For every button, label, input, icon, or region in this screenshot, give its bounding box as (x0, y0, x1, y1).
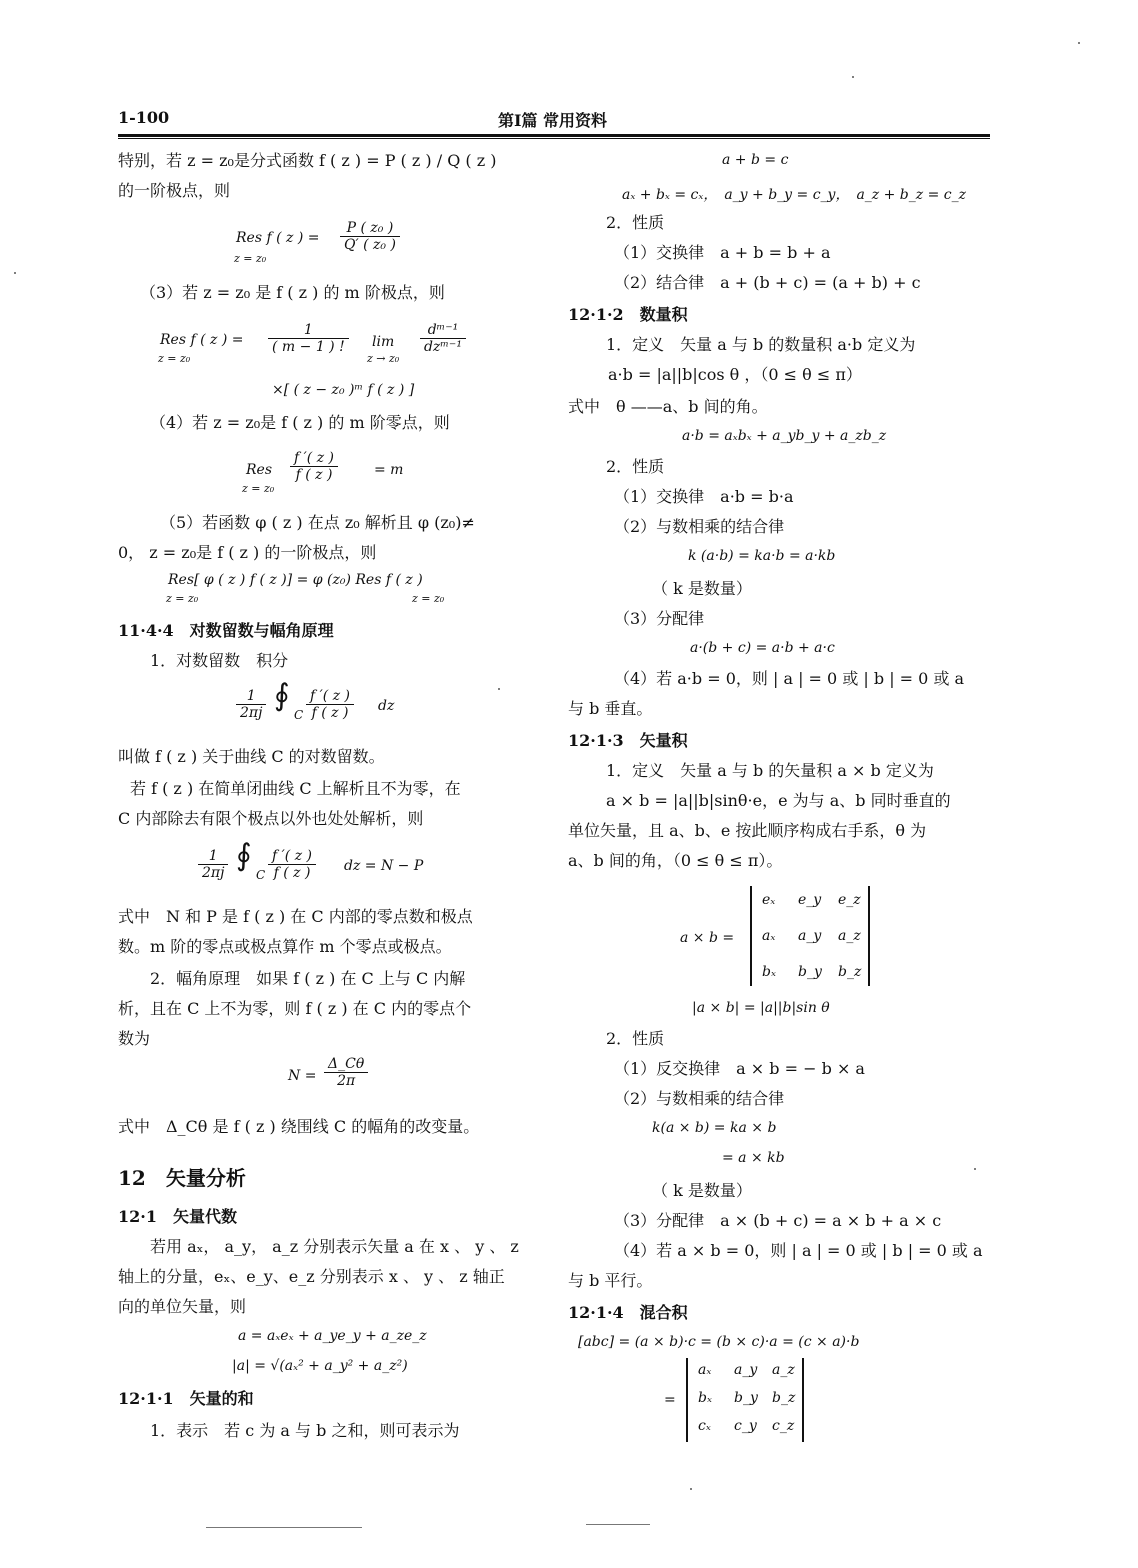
equation-fraction: $\frac{\Delta\_C\theta}{2\pi}$ (324, 1056, 368, 1089)
determinant-lhs: = (664, 1392, 676, 1408)
subheading: 2．性质 (606, 213, 665, 232)
equation-rhs: dz = N − P (344, 858, 424, 874)
determinant-3x3 (750, 886, 870, 986)
det-cell: cₓ (698, 1418, 711, 1434)
paragraph-line: 1．定义 矢量 a 与 b 的数量积 a·b 定义为 (606, 335, 916, 354)
equation-fraction: $\frac{f '( z )}{f ( z )}$ (268, 848, 316, 881)
det-cell: aₓ (698, 1362, 712, 1378)
section-heading: 12·1·4 混合积 (568, 1303, 688, 1322)
scan-speck (14, 272, 16, 274)
paragraph-line: 轴上的分量，eₓ、e_y、e_z 分别表示 x 、 y 、 z 轴正 (118, 1267, 505, 1286)
list-item: （3）分配律 a × (b + c) = a × b + a × c (614, 1211, 942, 1230)
determinant-3x3 (686, 1358, 804, 1442)
det-cell: b_z (838, 964, 862, 980)
equation: aₓ + bₓ = cₓ， a_y + b_y = c_y， a_z + b_z = c_z (622, 187, 966, 203)
equation-fraction: $\frac{\text{P ( z₀ )}}{\text{Q′ ( z₀ )}}$ (340, 220, 400, 253)
list-item: （2）与数相乘的结合律 (614, 1089, 785, 1108)
subheading: 1．对数留数 积分 (150, 651, 289, 670)
paragraph-line: 叫做 f ( z ) 关于曲线 C 的对数留数。 (118, 747, 385, 766)
det-cell: b_y (798, 964, 822, 980)
paragraph-line: 的一阶极点，则 (118, 181, 231, 200)
list-item: （4）若 a × b = 0，则 | a | = 0 或 | b | = 0 或 a (614, 1241, 983, 1260)
det-cell: eₓ (762, 892, 776, 908)
paragraph-line: 若用 aₓ， a_y， a_z 分别表示矢量 a 在 x 、 y 、 z (150, 1237, 519, 1256)
equation-subscript: z = z₀ (158, 352, 191, 365)
note: （ k 是数量） (652, 1181, 752, 1200)
paragraph-line: 1．表示 若 c 为 a 与 b 之和，则可表示为 (150, 1421, 460, 1440)
paragraph-line: a × b = |a||b|sinθ·e，e 为与 a、b 同时垂直的 (606, 791, 951, 810)
equation: = a × kb (722, 1150, 785, 1166)
list-item: （4）若 a·b = 0，则 | a | = 0 或 | b | = 0 或 a (614, 669, 965, 688)
chapter-heading: 12 矢量分析 (118, 1166, 246, 1190)
section-heading: 12·1·3 矢量积 (568, 731, 688, 750)
paragraph-line: a、b 间的角，（0 ≤ θ ≤ π）。 (568, 851, 783, 870)
paragraph-line: 析，且在 C 上不为零，则 f ( z ) 在 C 内的零点个 (118, 999, 472, 1018)
equation-lhs: Res f ( z ) = (160, 332, 244, 348)
list-item: （4）若 z = z₀是 f ( z ) 的 m 阶零点，则 (150, 413, 450, 432)
det-cell: a_z (838, 928, 861, 944)
det-cell: c_y (734, 1418, 757, 1434)
differential: dz (378, 698, 395, 714)
equation: a = aₓeₓ + a_ye_y + a_ze_z (238, 1328, 427, 1344)
scan-speck (974, 1168, 976, 1170)
paragraph-line: 1．定义 矢量 a 与 b 的矢量积 a × b 定义为 (606, 761, 934, 780)
det-cell: b_z (772, 1390, 796, 1406)
equation: Res[ φ ( z ) f ( z )] = φ (z₀) Res f ( z ) (168, 572, 423, 588)
equation-subscript: z = z₀ (412, 592, 445, 605)
section-heading: 12·1 矢量代数 (118, 1207, 237, 1226)
list-item: （2）结合律 a + (b + c) = (a + b) + c (614, 273, 921, 292)
paragraph-line: 式中 θ ——a、b 间的角。 (568, 397, 768, 416)
limit-subscript: z → z₀ (367, 352, 400, 365)
scan-line (586, 1524, 650, 1525)
equation-line: a·b = |a||b|cos θ ，（0 ≤ θ ≤ π） (608, 365, 862, 384)
det-cell: a_y (734, 1362, 758, 1378)
note: （ k 是数量） (652, 579, 752, 598)
det-cell: bₓ (762, 964, 776, 980)
det-cell: a_y (798, 928, 822, 944)
paragraph-line: 若 f ( z ) 在简单闭曲线 C 上解析且不为零，在 (130, 779, 461, 798)
equation-fraction: $\frac{1}{2\pi j}$ (236, 688, 266, 721)
subheading: 2．性质 (606, 1029, 665, 1048)
det-cell: e_z (838, 892, 861, 908)
section-heading: 11·4·4 对数留数与幅角原理 (118, 621, 334, 640)
equation: a + b = c (722, 152, 789, 168)
header-rule-thin (118, 138, 990, 139)
equation-fraction: $\frac{1}{2\pi j}$ (198, 848, 228, 881)
equation-subscript: z = z₀ (166, 592, 199, 605)
equation: k(a × b) = ka × b (652, 1120, 777, 1136)
equation-fraction: $\frac{f '( z )}{f ( z )}$ (306, 688, 354, 721)
integral-subscript: C (294, 708, 304, 722)
section-heading: 12·1·2 数量积 (568, 305, 688, 324)
list-item: （3）若 z = z₀ 是 f ( z ) 的 m 阶极点，则 (140, 283, 445, 302)
equation: a·b = aₓbₓ + a_yb_y + a_zb_z (682, 428, 887, 444)
paragraph-line: 式中 N 和 P 是 f ( z ) 在 C 内部的零点数和极点 (118, 907, 473, 926)
contour-integral-symbol: ∮ (236, 838, 252, 873)
derivative-fraction: $\frac{\text{dᵐ⁻¹}}{\text{dzᵐ⁻¹}}$ (420, 322, 466, 355)
header-rule (118, 134, 990, 137)
paragraph-line: 数。m 阶的零点或极点算作 m 个零点或极点。 (118, 937, 452, 956)
paragraph-line: 向的单位矢量，则 (118, 1297, 247, 1316)
list-item: （3）分配律 (614, 609, 705, 628)
list-item: （1）反交换律 a × b = − b × a (614, 1059, 865, 1078)
paragraph-line: 数为 (118, 1029, 151, 1048)
equation: [abc] = (a × b)·c = (b × c)·a = (c × a)·b (578, 1334, 860, 1350)
list-item: （1）交换律 a + b = b + a (614, 243, 831, 262)
det-cell: bₓ (698, 1390, 712, 1406)
scan-speck (1078, 42, 1080, 44)
paragraph-line: 特别，若 z = z₀是分式函数 f ( z ) = P ( z ) / Q ( z ) (118, 151, 497, 170)
running-title: 第Ⅰ篇 常用资料 (498, 111, 608, 130)
list-item: （2）与数相乘的结合律 (614, 517, 785, 536)
determinant-lhs: a × b = (680, 930, 735, 946)
equation-subscript: z = z₀ (234, 252, 267, 265)
integral-subscript: C (256, 868, 266, 882)
paragraph-line: 0， z = z₀是 f ( z ) 的一阶极点，则 (118, 543, 377, 562)
equation: a·(b + c) = a·b + a·c (690, 640, 835, 656)
paragraph-line: 2．幅角原理 如果 f ( z ) 在 C 上与 C 内解 (150, 969, 466, 988)
equation-subscript: z = z₀ (242, 482, 275, 495)
equation-continuation: ×[ ( z − z₀ )ᵐ f ( z ) ] (272, 382, 415, 398)
scan-speck (852, 76, 854, 78)
paragraph-line: 与 b 平行。 (568, 1271, 653, 1290)
det-cell: a_z (772, 1362, 795, 1378)
det-cell: b_y (734, 1390, 758, 1406)
equation-lhs: N = (288, 1068, 317, 1084)
equation-lhs: Res (246, 462, 273, 478)
equation: |a| = √(aₓ² + a_y² + a_z²) (232, 1358, 408, 1374)
equation-fraction: $\frac{f '( z )}{f ( z )}$ (290, 450, 338, 483)
contour-integral-symbol: ∮ (274, 678, 290, 713)
equation: k (a·b) = ka·b = a·kb (688, 548, 836, 564)
page-number: 1-100 (118, 108, 170, 127)
equation-lhs: Res f ( z ) = (236, 230, 320, 246)
list-item: （5）若函数 φ ( z ) 在点 z₀ 解析且 φ (z₀)≠ (160, 513, 475, 532)
det-cell: e_y (798, 892, 822, 908)
subheading: 2．性质 (606, 457, 665, 476)
det-cell: aₓ (762, 928, 776, 944)
equation-rhs: = m (374, 462, 404, 478)
paragraph-line: 式中 Δ_Cθ 是 f ( z ) 绕围线 C 的幅角的改变量。 (118, 1117, 480, 1136)
paragraph-line: 与 b 垂直。 (568, 699, 653, 718)
equation: |a × b| = |a||b|sin θ (692, 1000, 830, 1016)
limit-operator: lim (372, 334, 395, 350)
paragraph-line: C 内部除去有限个极点以外也处处解析，则 (118, 809, 424, 828)
scan-speck (690, 1488, 692, 1490)
scan-speck (498, 688, 500, 690)
section-heading: 12·1·1 矢量的和 (118, 1389, 254, 1408)
paragraph-line: 单位矢量，且 a、b、e 按此顺序构成右手系，θ 为 (568, 821, 927, 840)
det-cell: c_z (772, 1418, 795, 1434)
list-item: （1）交换律 a·b = b·a (614, 487, 794, 506)
scan-line (206, 1527, 362, 1528)
equation-fraction: $\frac{1}{( m - 1 ) !}$ (268, 322, 349, 355)
